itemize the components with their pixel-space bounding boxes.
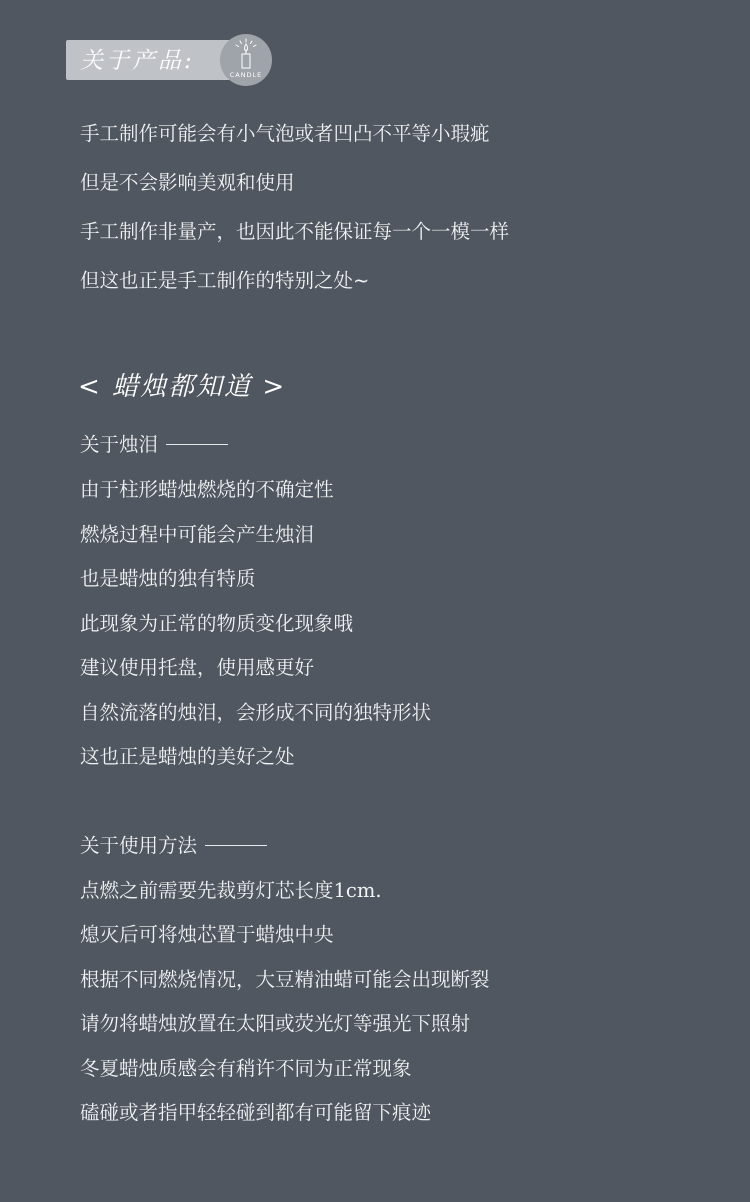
tears-line: 由于柱形蜡烛燃烧的不确定性: [80, 478, 334, 501]
tears-line: 燃烧过程中可能会产生烛泪: [80, 523, 315, 546]
tears-line: 这也正是蜡烛的美好之处: [80, 745, 295, 768]
intro-line: 手工制作可能会有小气泡或者凹凸不平等小瑕疵: [80, 122, 490, 145]
tears-line: 也是蜡烛的独有特质: [80, 567, 256, 590]
usage-line: 请勿将蜡烛放置在太阳或荧光灯等强光下照射: [80, 1012, 471, 1035]
usage-line: 磕碰或者指甲轻轻碰到都有可能留下痕迹: [80, 1101, 432, 1124]
candle-badge-label: CANDLE: [229, 71, 263, 79]
usage-line: 点燃之前需要先裁剪灯芯长度1cm.: [80, 879, 382, 902]
tears-line: 自然流落的烛泪，会形成不同的独特形状: [80, 701, 432, 724]
heading-dash: [166, 444, 228, 445]
usage-heading: [80, 833, 267, 859]
section-title: < 蜡烛都知道 >: [78, 372, 287, 402]
usage-line: 冬夏蜡烛质感会有稍许不同为正常现象: [80, 1057, 412, 1080]
candle-badge: [220, 34, 272, 86]
intro-line: 手工制作非量产，也因此不能保证每一个一模一样: [80, 220, 510, 243]
tears-heading-label: 关于烛泪: [80, 433, 159, 456]
heading-dash: [205, 845, 267, 846]
usage-line: 熄灭后可将烛芯置于蜡烛中央: [80, 923, 334, 946]
usage-heading-label: 关于使用方法: [80, 834, 198, 857]
header-banner: [66, 40, 242, 80]
tears-line: 建议使用托盘，使用感更好: [80, 656, 315, 679]
tears-heading: [80, 432, 228, 458]
candle-icon: [233, 38, 259, 70]
usage-line: 根据不同燃烧情况，大豆精油蜡可能会出现断裂: [80, 968, 490, 991]
intro-line: 但这也正是手工制作的特别之处~: [80, 269, 370, 292]
intro-line: 但是不会影响美观和使用: [80, 171, 295, 194]
tears-line: 此现象为正常的物质变化现象哦: [80, 612, 354, 635]
header-title: 关于产品:: [80, 48, 195, 74]
